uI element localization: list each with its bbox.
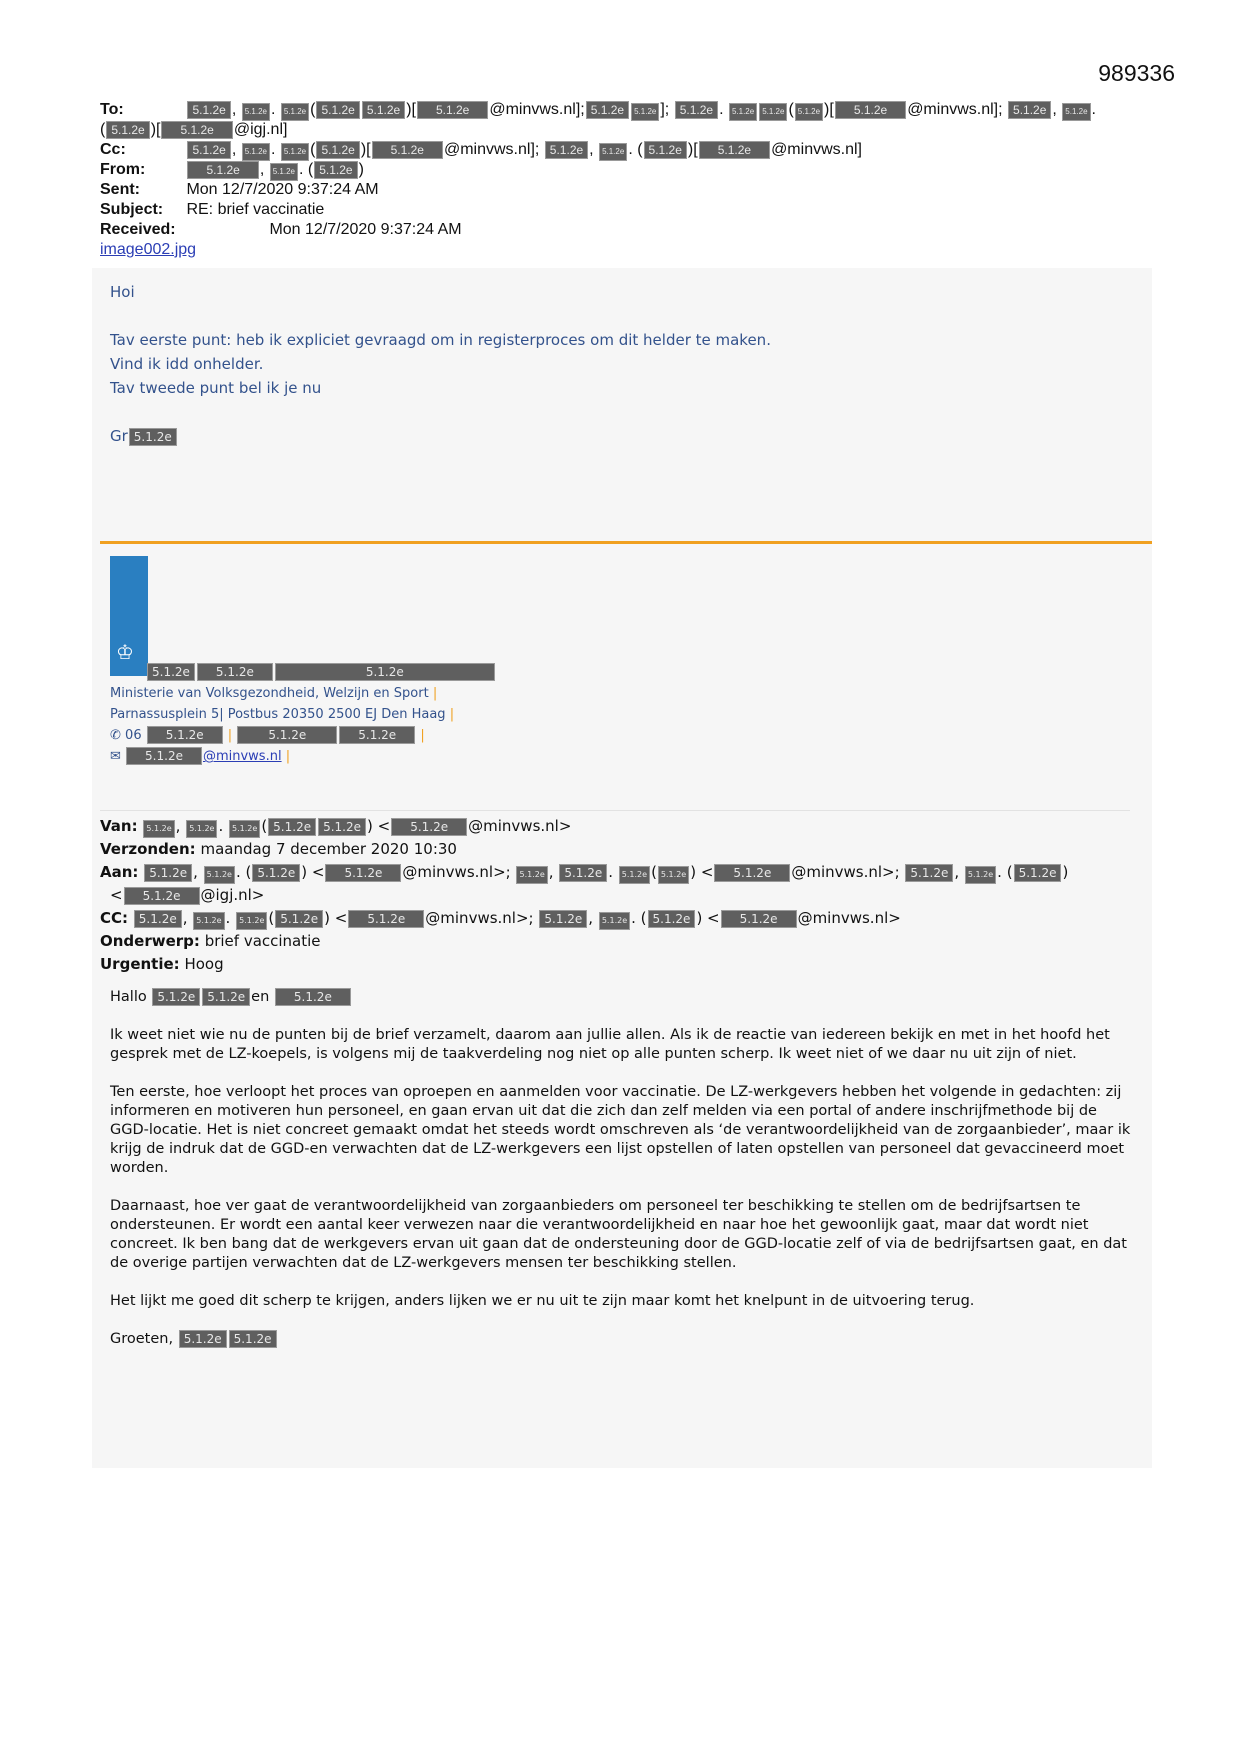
aan-line-2: < 5.1.2e @igj.nl>: [110, 886, 265, 904]
paragraph: Ik weet niet wie nu de punten bij de brief verzamelt, daarom aan jullie allen. Als ik de reactie van iedereen bekijk en met in het hoofd het gesprek met de LZ-koepels, is volgens mij de taakverdeling nog niet op alle punten scherp. Ik weet niet of we daar nu uit zijn of niet.: [110, 1027, 1110, 1062]
verzonden-line: Verzonden: maandag 7 december 2020 10:30: [100, 840, 457, 858]
redaction: 5.1.2e: [559, 864, 607, 882]
redaction: 5.1.2e: [229, 1330, 277, 1348]
redaction: 5.1.2e: [147, 663, 195, 681]
from-line: From: 5.1.2e , 5.1.2e . ( 5.1.2e ): [100, 160, 1180, 181]
redaction: 5.1.2e: [197, 663, 273, 681]
redaction: 5.1.2e: [187, 141, 230, 159]
redaction: 5.1.2e: [699, 141, 770, 159]
redaction: 5.1.2e: [187, 101, 230, 119]
signature-ministry: Ministerie van Volksgezondheid, Welzijn en Sport |: [110, 686, 438, 701]
redaction: 5.1.2e: [714, 864, 790, 882]
received-line: [100, 220, 1180, 240]
signature-phone: ✆ 06 5.1.2e | 5.1.2e 5.1.2e |: [110, 728, 425, 743]
received-label: Received:: [100, 221, 176, 238]
redaction: 5.1.2e: [1014, 864, 1062, 882]
redaction: 5.1.2e: [721, 910, 797, 928]
reply-line: Vind ik idd onhelder.: [110, 355, 264, 373]
redaction: 5.1.2e: [106, 121, 149, 139]
redaction: 5.1.2e: [391, 818, 467, 836]
sent-value: Mon 12/7/2020 9:37:24 AM: [186, 181, 379, 198]
separator: [100, 810, 1130, 811]
redaction: 5.1.2e: [1008, 101, 1051, 119]
attachment-link[interactable]: image002.jpg: [100, 241, 197, 258]
redaction: 5.1.2e: [193, 912, 224, 930]
redaction: 5.1.2e: [795, 103, 823, 121]
redaction: 5.1.2e: [516, 866, 547, 884]
reply-line: Tav eerste punt: heb ik expliciet gevraagd om in registerproces om dit helder te maken.: [110, 331, 771, 349]
to-email: @minvws.nl];: [489, 101, 585, 118]
redaction: 5.1.2e: [965, 866, 996, 884]
redaction: 5.1.2e: [281, 103, 309, 121]
redaction: 5.1.2e: [152, 988, 200, 1006]
received-value: Mon 12/7/2020 9:37:24 AM: [269, 221, 462, 238]
redaction: 5.1.2e: [275, 663, 495, 681]
reply-line: Tav tweede punt bel ik je nu: [110, 379, 322, 397]
document-number: 989336: [1098, 60, 1175, 86]
redaction: 5.1.2e: [325, 864, 401, 882]
redaction: 5.1.2e: [316, 141, 359, 159]
redaction: 5.1.2e: [237, 726, 337, 744]
redaction: 5.1.2e: [129, 428, 177, 446]
redaction: 5.1.2e: [270, 163, 298, 181]
aan-line: Aan: 5.1.2e , 5.1.2e . ( 5.1.2e ) < 5.1.2e @minvws.nl>; 5.1.2e , 5.1.2e . 5.1.2e ( 5.1.2e ) < 5.1.2e @minvws.nl>; 5.1.2e , 5.1.2e . ( 5.1.2e ): [100, 861, 1140, 884]
redaction: 5.1.2e: [143, 820, 174, 838]
redaction: 5.1.2e: [147, 726, 223, 744]
to-line: To: 5.1.2e , 5.1.2e . 5.1.2e ( 5.1.2e 5.1.2e )[ 5.1.2e @minvws.nl]; 5.1.2e 5.1.2e ]; 5.1.2e . 5.1.2e 5.1.2e ( 5.1.2e )[ 5.1.2e @minvws.nl]; 5.1.2e , 5.1.2e .: [100, 100, 1180, 121]
redaction: 5.1.2e: [905, 864, 953, 882]
redaction: 5.1.2e: [545, 141, 588, 159]
redaction: 5.1.2e: [586, 101, 629, 119]
redaction: 5.1.2e: [658, 866, 689, 884]
sent-label: Sent:: [100, 181, 140, 198]
redaction: 5.1.2e: [242, 143, 270, 161]
redaction: 5.1.2e: [236, 912, 267, 930]
redaction: 5.1.2e: [599, 143, 627, 161]
redaction: 5.1.2e: [539, 910, 587, 928]
subject-value: RE: brief vaccinatie: [186, 201, 325, 218]
paragraph: Ten eerste, hoe verloopt het proces van oproepen en aanmelden voor vaccinatie. De LZ-werkgevers hebben het volgende in gedachten: zij informeren en motiveren hun personeel, en gaan ervan uit dat die zich dan zelf melden via een portal of andere inschrijfmethode bij de GGD-locatie. Het is niet concreet gemaakt omdat het steeds wordt omschreven als ‘de verantwoordelijkheid van de zorgaanbieder’, maar ik krijg de indruk dat de GGD-en verwachten dat de LZ-werkgevers een lijst opstellen of laten opstellen van personeel dat gevaccineerd moet worden.: [110, 1084, 1131, 1176]
redaction: 5.1.2e: [729, 103, 757, 121]
to-email: @minvws.nl];: [907, 101, 1003, 118]
redaction: 5.1.2e: [252, 864, 300, 882]
reply-greeting: Hoi: [110, 283, 135, 301]
signature-address: Parnassusplein 5| Postbus 20350 2500 EJ Den Haag |: [110, 707, 455, 722]
divider: [100, 541, 1152, 544]
redaction: 5.1.2e: [161, 121, 232, 139]
redaction: 5.1.2e: [275, 910, 323, 928]
redaction: 5.1.2e: [229, 820, 260, 838]
redaction: 5.1.2e: [134, 910, 182, 928]
paragraph: Daarnaast, hoe ver gaat de verantwoordelijkheid van zorgaanbieders om personeel ter beschikking te stellen om de bedrijfsartsen te ondersteunen. Er wordt een aantal keer verwezen naar die verantwoordelijkheid en naar hoe het gewoonlijk gaat, maar dat wordt niet concreet. Ik ben bang dat de werkgevers ervan uit gaan dat de ondersteuning door de GGD-locatie zelf of via de bedrijfsartsen gaat, en dat de overige partijen verwachten dat de LZ-werkgevers mensen ter beschikking stellen.: [110, 1198, 1127, 1271]
subject-label: Subject:: [100, 201, 164, 218]
crest-icon: ♔: [116, 642, 134, 664]
redaction: 5.1.2e: [126, 747, 202, 765]
cc-email: @minvws.nl]: [771, 141, 862, 158]
redaction: 5.1.2e: [372, 141, 443, 159]
hallo-line: Hallo 5.1.2e 5.1.2e en 5.1.2e: [110, 988, 1140, 1007]
subject-line: [100, 200, 1180, 220]
redaction: 5.1.2e: [275, 988, 351, 1006]
signature-block: [110, 662, 496, 767]
original-message: [100, 815, 1140, 1368]
cc-line-original: CC: 5.1.2e , 5.1.2e . 5.1.2e ( 5.1.2e ) < 5.1.2e @minvws.nl>; 5.1.2e , 5.1.2e . ( 5.1.2e ) < 5.1.2e @minvws.nl>: [100, 907, 1140, 930]
original-body: [100, 988, 1140, 1349]
redaction: 5.1.2e: [242, 103, 270, 121]
redaction: 5.1.2e: [186, 820, 217, 838]
redaction: 5.1.2e: [648, 910, 696, 928]
redaction: 5.1.2e: [619, 866, 650, 884]
redaction: 5.1.2e: [144, 864, 192, 882]
groeten-line: Groeten, 5.1.2e 5.1.2e: [110, 1330, 1140, 1349]
reply-closing: Gr 5.1.2e: [110, 424, 771, 448]
from-label: From:: [100, 161, 146, 178]
reply-body: [110, 280, 771, 448]
redaction: 5.1.2e: [316, 101, 359, 119]
redaction: 5.1.2e: [599, 912, 630, 930]
redaction: 5.1.2e: [339, 726, 415, 744]
redaction: 5.1.2e: [1062, 103, 1090, 121]
redaction: 5.1.2e: [204, 866, 235, 884]
to-line-2: ( 5.1.2e )[ 5.1.2e @igj.nl]: [100, 121, 288, 138]
urgentie-line: Urgentie: Hoog: [100, 955, 224, 973]
cc-label: Cc:: [100, 141, 126, 158]
redaction: 5.1.2e: [759, 103, 787, 121]
sent-line: [100, 180, 1180, 200]
phone-icon: ✆: [110, 728, 121, 743]
redaction: 5.1.2e: [362, 101, 405, 119]
mail-icon: ✉: [110, 749, 121, 764]
to-label: To:: [100, 101, 124, 118]
redaction: 5.1.2e: [631, 103, 659, 121]
redaction: 5.1.2e: [202, 988, 250, 1006]
redaction: 5.1.2e: [835, 101, 906, 119]
attachment-line: [100, 240, 1180, 260]
redaction: 5.1.2e: [314, 161, 357, 179]
to-email: @igj.nl]: [233, 121, 288, 138]
cc-email: @minvws.nl];: [443, 141, 540, 158]
signature-email: ✉ 5.1.2e @minvws.nl |: [110, 749, 291, 764]
redaction: 5.1.2e: [417, 101, 488, 119]
redaction: 5.1.2e: [187, 161, 258, 179]
signature-name: [146, 662, 496, 683]
onderwerp-line: Onderwerp: brief vaccinatie: [100, 932, 321, 950]
redaction: 5.1.2e: [348, 910, 424, 928]
redaction: 5.1.2e: [318, 818, 366, 836]
redaction: 5.1.2e: [268, 818, 316, 836]
redaction: 5.1.2e: [644, 141, 687, 159]
paragraph: Het lijkt me goed dit scherp te krijgen, anders lijken we er nu uit te zijn maar komt het knelpunt in de uitvoering terug.: [110, 1293, 975, 1309]
van-line: Van: 5.1.2e , 5.1.2e . 5.1.2e ( 5.1.2e 5.1.2e ) < 5.1.2e @minvws.nl>: [100, 815, 1140, 838]
redaction: 5.1.2e: [124, 887, 200, 905]
cc-line: Cc: 5.1.2e , 5.1.2e . 5.1.2e ( 5.1.2e )[ 5.1.2e @minvws.nl]; 5.1.2e , 5.1.2e . ( 5.1.2e )[ 5.1.2e @minvws.nl]: [100, 140, 1180, 161]
redaction: 5.1.2e: [179, 1330, 227, 1348]
redaction: 5.1.2e: [281, 143, 309, 161]
redaction: 5.1.2e: [675, 101, 718, 119]
